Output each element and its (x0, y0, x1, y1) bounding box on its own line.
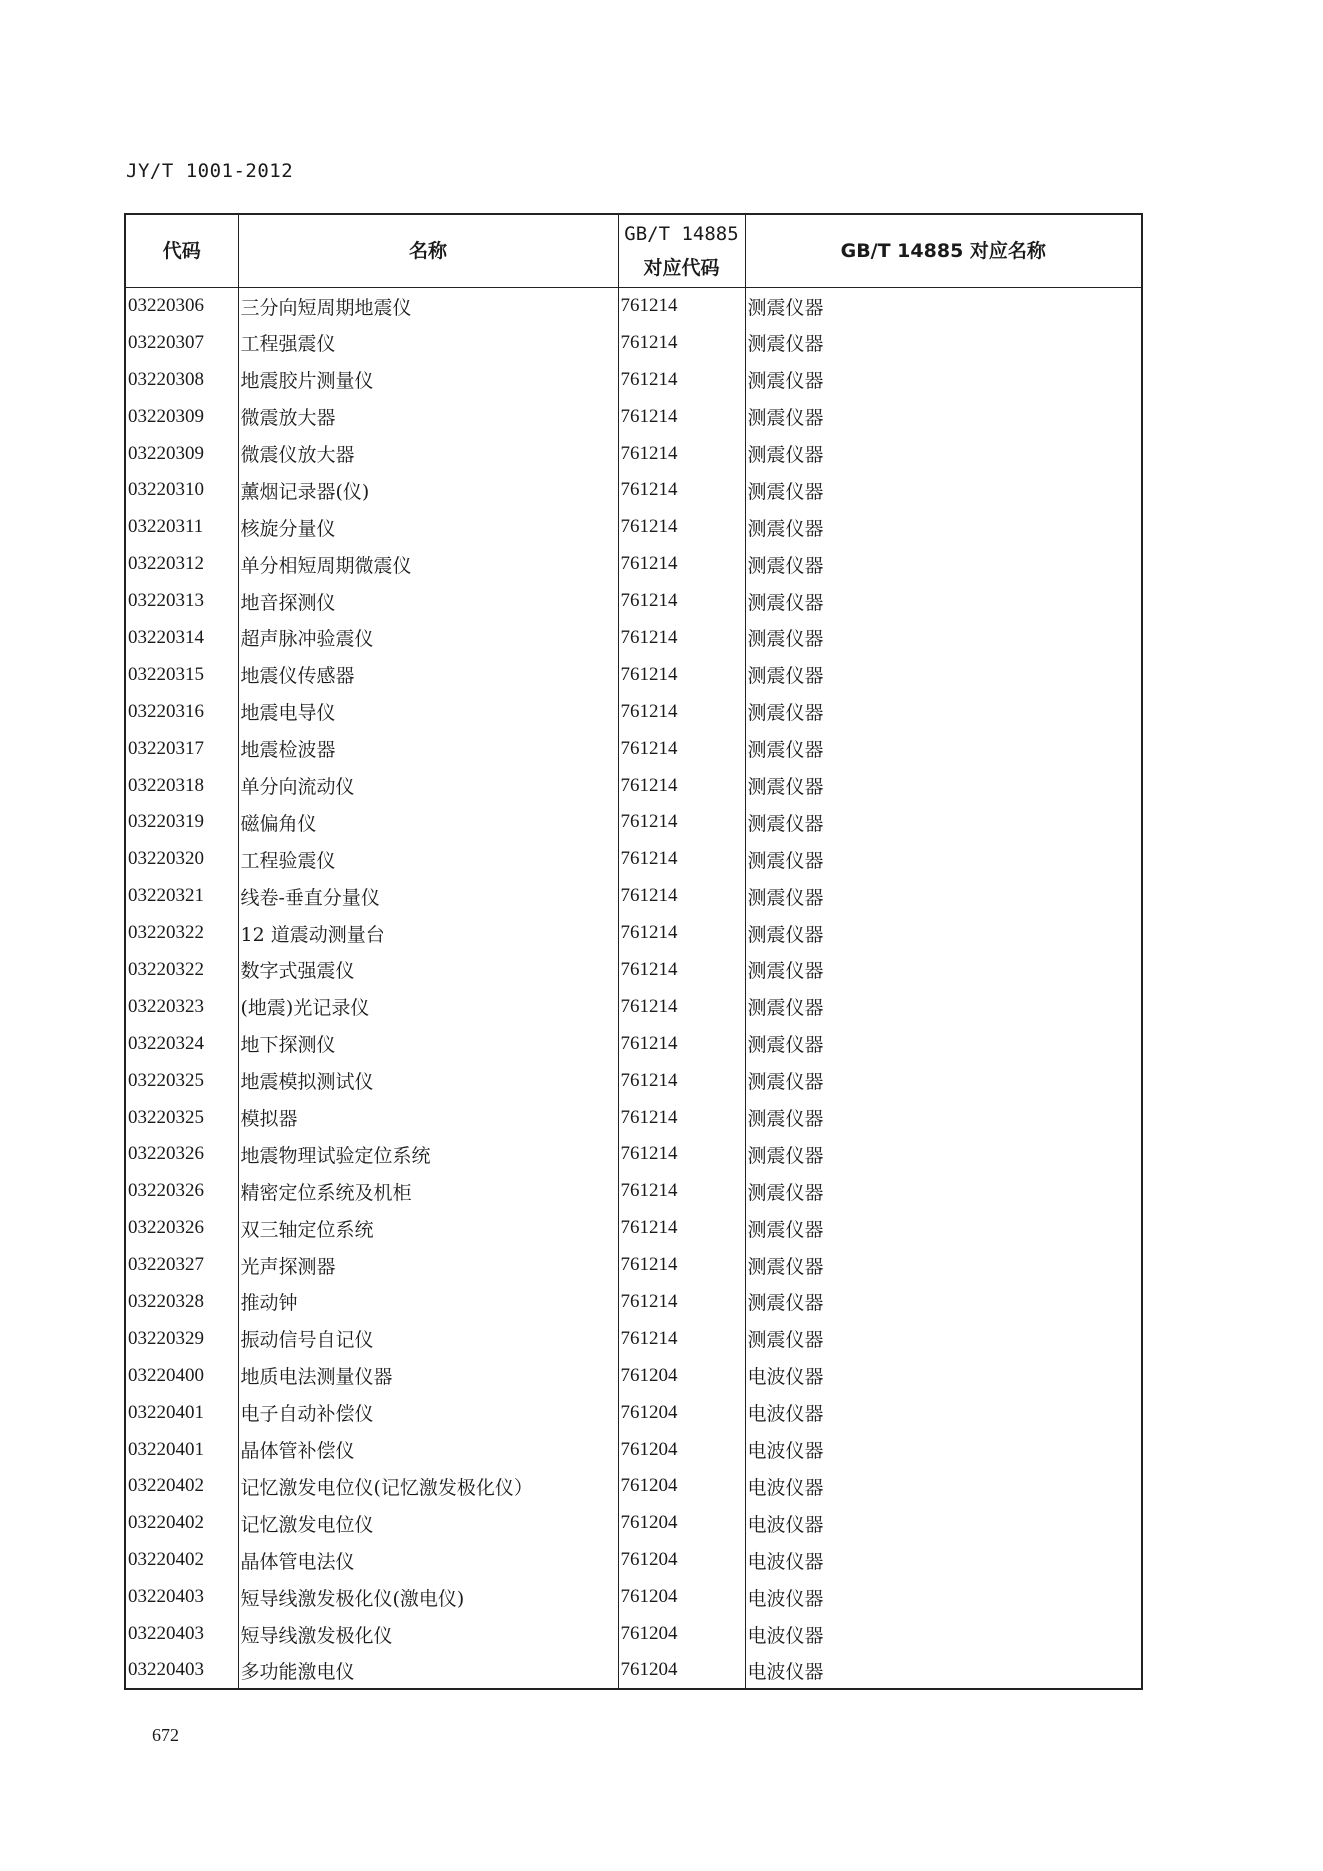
table-row (125, 730, 1142, 767)
cell-gb-name: 测震仪器 (745, 804, 1142, 841)
column-header-gb-name: GB/T 14885 对应名称 (745, 214, 1142, 288)
cell-gb-code: 761214 (618, 472, 745, 509)
cell-gb-code: 761204 (618, 1579, 745, 1616)
cell-gb-name: 测震仪器 (745, 583, 1142, 620)
cell-gb-name: 测震仪器 (745, 472, 1142, 509)
table-row (125, 1247, 1142, 1284)
table-row (125, 1284, 1142, 1321)
table-row (125, 804, 1142, 841)
table-row (125, 878, 1142, 915)
cell-gb-code: 761214 (618, 398, 745, 435)
cell-code: 03220402 (125, 1542, 238, 1579)
cell-code: 03220327 (125, 1247, 238, 1284)
cell-gb-name: 测震仪器 (745, 1247, 1142, 1284)
table-row (125, 546, 1142, 583)
gb-code-header-line1: GB/T 14885 (624, 223, 739, 245)
cell-name: 地震检波器 (238, 730, 618, 767)
cell-gb-name: 电波仪器 (745, 1394, 1142, 1431)
cell-gb-name: 测震仪器 (745, 656, 1142, 693)
cell-gb-name: 电波仪器 (745, 1505, 1142, 1542)
cell-code: 03220311 (125, 509, 238, 546)
cell-name: 微震放大器 (238, 398, 618, 435)
cell-gb-name: 测震仪器 (745, 730, 1142, 767)
cell-name: 精密定位系统及机柜 (238, 1173, 618, 1210)
cell-gb-code: 761214 (618, 1320, 745, 1357)
cell-name: 双三轴定位系统 (238, 1210, 618, 1247)
cell-name: 地震物理试验定位系统 (238, 1136, 618, 1173)
cell-gb-name: 测震仪器 (745, 398, 1142, 435)
table-row (125, 1394, 1142, 1431)
cell-gb-name: 测震仪器 (745, 1320, 1142, 1357)
table-row (125, 1025, 1142, 1062)
cell-gb-name: 电波仪器 (745, 1579, 1142, 1616)
column-header-gb-code (618, 214, 745, 288)
cell-code: 03220324 (125, 1025, 238, 1062)
cell-gb-code: 761214 (618, 1099, 745, 1136)
cell-name: 单分相短周期微震仪 (238, 546, 618, 583)
cell-gb-code: 761214 (618, 878, 745, 915)
cell-code: 03220321 (125, 878, 238, 915)
cell-gb-code: 761214 (618, 1284, 745, 1321)
cell-name: 电子自动补偿仪 (238, 1394, 618, 1431)
table-body (125, 288, 1142, 1690)
cell-code: 03220400 (125, 1357, 238, 1394)
table-row (125, 472, 1142, 509)
table-row (125, 509, 1142, 546)
cell-gb-name: 测震仪器 (745, 509, 1142, 546)
cell-gb-code: 761214 (618, 656, 745, 693)
cell-gb-code: 761204 (618, 1394, 745, 1431)
cell-name: 数字式强震仪 (238, 952, 618, 989)
cell-code: 03220326 (125, 1173, 238, 1210)
cell-gb-code: 761214 (618, 841, 745, 878)
table-row (125, 656, 1142, 693)
cell-name: 多功能激电仪 (238, 1652, 618, 1689)
cell-gb-code: 761204 (618, 1542, 745, 1579)
table-row (125, 952, 1142, 989)
table-row (125, 435, 1142, 472)
cell-name: 地震电导仪 (238, 693, 618, 730)
table-row (125, 583, 1142, 620)
table-row (125, 1210, 1142, 1247)
cell-gb-name: 测震仪器 (745, 1025, 1142, 1062)
table-row (125, 1505, 1142, 1542)
cell-name: 地下探测仪 (238, 1025, 618, 1062)
cell-gb-name: 电波仪器 (745, 1542, 1142, 1579)
cell-name: 推动钟 (238, 1284, 618, 1321)
cell-gb-name: 测震仪器 (745, 1136, 1142, 1173)
cell-gb-name: 测震仪器 (745, 1173, 1142, 1210)
cell-code: 03220325 (125, 1099, 238, 1136)
cell-gb-code: 761214 (618, 1136, 745, 1173)
cell-gb-name: 电波仪器 (745, 1616, 1142, 1653)
cell-gb-code: 761214 (618, 546, 745, 583)
cell-gb-code: 761214 (618, 509, 745, 546)
cell-code: 03220329 (125, 1320, 238, 1357)
table-row (125, 324, 1142, 361)
cell-gb-name: 测震仪器 (745, 324, 1142, 361)
cell-name: 单分向流动仪 (238, 767, 618, 804)
table-row (125, 1616, 1142, 1653)
cell-name: 核旋分量仪 (238, 509, 618, 546)
table-row (125, 1099, 1142, 1136)
cell-gb-code: 761214 (618, 1025, 745, 1062)
cell-gb-name: 电波仪器 (745, 1468, 1142, 1505)
cell-code: 03220318 (125, 767, 238, 804)
cell-name: 晶体管补偿仪 (238, 1431, 618, 1468)
cell-name: 振动信号自记仪 (238, 1320, 618, 1357)
cell-code: 03220315 (125, 656, 238, 693)
column-header-code: 代码 (125, 214, 238, 288)
cell-code: 03220314 (125, 620, 238, 657)
cell-code: 03220309 (125, 398, 238, 435)
cell-gb-name: 测震仪器 (745, 1099, 1142, 1136)
cell-name: 晶体管电法仪 (238, 1542, 618, 1579)
cell-gb-code: 761204 (618, 1357, 745, 1394)
cell-gb-name: 测震仪器 (745, 361, 1142, 398)
cell-code: 03220401 (125, 1394, 238, 1431)
table-row (125, 1320, 1142, 1357)
cell-gb-name: 电波仪器 (745, 1357, 1142, 1394)
cell-code: 03220402 (125, 1505, 238, 1542)
cell-code: 03220309 (125, 435, 238, 472)
cell-gb-code: 761214 (618, 1247, 745, 1284)
code-table (124, 213, 1143, 1690)
cell-code: 03220319 (125, 804, 238, 841)
cell-gb-name: 测震仪器 (745, 1210, 1142, 1247)
cell-code: 03220401 (125, 1431, 238, 1468)
cell-gb-code: 761214 (618, 324, 745, 361)
cell-name: 地音探测仪 (238, 583, 618, 620)
cell-name: 工程强震仪 (238, 324, 618, 361)
cell-gb-name: 测震仪器 (745, 435, 1142, 472)
cell-code: 03220317 (125, 730, 238, 767)
table-row (125, 841, 1142, 878)
cell-gb-code: 761204 (618, 1468, 745, 1505)
cell-name: 微震仪放大器 (238, 435, 618, 472)
column-header-name: 名称 (238, 214, 618, 288)
cell-code: 03220322 (125, 915, 238, 952)
cell-gb-code: 761214 (618, 693, 745, 730)
cell-code: 03220403 (125, 1652, 238, 1689)
cell-code: 03220326 (125, 1210, 238, 1247)
cell-name: 地震模拟测试仪 (238, 1062, 618, 1099)
cell-gb-code: 761214 (618, 435, 745, 472)
cell-gb-code: 761214 (618, 1062, 745, 1099)
cell-gb-name: 测震仪器 (745, 288, 1142, 325)
cell-code: 03220306 (125, 288, 238, 325)
cell-code: 03220307 (125, 324, 238, 361)
cell-gb-name: 测震仪器 (745, 952, 1142, 989)
table-row (125, 620, 1142, 657)
cell-gb-name: 测震仪器 (745, 1062, 1142, 1099)
cell-gb-name: 测震仪器 (745, 693, 1142, 730)
cell-gb-code: 761214 (618, 583, 745, 620)
cell-name: 薰烟记录器(仪) (238, 472, 618, 509)
cell-gb-name: 测震仪器 (745, 767, 1142, 804)
cell-code: 03220316 (125, 693, 238, 730)
cell-name: 超声脉冲验震仪 (238, 620, 618, 657)
cell-gb-name: 测震仪器 (745, 841, 1142, 878)
cell-name: 记忆激发电位仪(记忆激发极化仪） (238, 1468, 618, 1505)
cell-name: 工程验震仪 (238, 841, 618, 878)
cell-code: 03220326 (125, 1136, 238, 1173)
cell-code: 03220322 (125, 952, 238, 989)
cell-name: 模拟器 (238, 1099, 618, 1136)
table-row (125, 1136, 1142, 1173)
cell-name: 短导线激发极化仪 (238, 1616, 618, 1653)
cell-code: 03220312 (125, 546, 238, 583)
cell-name: 地质电法测量仪器 (238, 1357, 618, 1394)
cell-code: 03220402 (125, 1468, 238, 1505)
table-row (125, 1173, 1142, 1210)
cell-gb-name: 测震仪器 (745, 878, 1142, 915)
table-row (125, 915, 1142, 952)
table-row (125, 1357, 1142, 1394)
cell-name: (地震)光记录仪 (238, 988, 618, 1025)
cell-gb-code: 761204 (618, 1616, 745, 1653)
cell-code: 03220325 (125, 1062, 238, 1099)
table-row (125, 1431, 1142, 1468)
cell-gb-code: 761214 (618, 915, 745, 952)
cell-gb-code: 761204 (618, 1505, 745, 1542)
table-row (125, 1579, 1142, 1616)
cell-code: 03220323 (125, 988, 238, 1025)
cell-gb-code: 761214 (618, 1210, 745, 1247)
cell-gb-name: 测震仪器 (745, 1284, 1142, 1321)
table-row (125, 1652, 1142, 1689)
cell-gb-code: 761214 (618, 804, 745, 841)
gb-code-header-line2: 对应代码 (643, 257, 720, 279)
cell-name: 线卷-垂直分量仪 (238, 878, 618, 915)
cell-name: 地震仪传感器 (238, 656, 618, 693)
cell-code: 03220308 (125, 361, 238, 398)
table-row (125, 288, 1142, 325)
table-row (125, 693, 1142, 730)
table-row (125, 1062, 1142, 1099)
cell-gb-name: 测震仪器 (745, 988, 1142, 1025)
cell-gb-code: 761214 (618, 1173, 745, 1210)
cell-gb-name: 测震仪器 (745, 620, 1142, 657)
cell-name: 记忆激发电位仪 (238, 1505, 618, 1542)
cell-name: 光声探测器 (238, 1247, 618, 1284)
cell-gb-code: 761204 (618, 1652, 745, 1689)
cell-code: 03220313 (125, 583, 238, 620)
cell-code: 03220328 (125, 1284, 238, 1321)
cell-gb-code: 761214 (618, 952, 745, 989)
cell-name: 短导线激发极化仪(激电仪) (238, 1579, 618, 1616)
cell-name: 12 道震动测量台 (238, 915, 618, 952)
cell-code: 03220320 (125, 841, 238, 878)
cell-code: 03220310 (125, 472, 238, 509)
cell-name: 地震胶片测量仪 (238, 361, 618, 398)
cell-gb-name: 电波仪器 (745, 1431, 1142, 1468)
page-number: 672 (152, 1725, 179, 1745)
standard-number: JY/T 1001-2012 (126, 160, 294, 182)
table-row (125, 398, 1142, 435)
cell-gb-code: 761214 (618, 288, 745, 325)
table-row (125, 988, 1142, 1025)
table-row (125, 1542, 1142, 1579)
cell-gb-name: 测震仪器 (745, 915, 1142, 952)
cell-code: 03220403 (125, 1579, 238, 1616)
cell-gb-code: 761204 (618, 1431, 745, 1468)
cell-name: 三分向短周期地震仪 (238, 288, 618, 325)
cell-gb-code: 761214 (618, 767, 745, 804)
cell-gb-code: 761214 (618, 730, 745, 767)
table-header-row (125, 214, 1142, 288)
cell-gb-code: 761214 (618, 361, 745, 398)
table-row (125, 767, 1142, 804)
cell-gb-code: 761214 (618, 620, 745, 657)
cell-name: 磁偏角仪 (238, 804, 618, 841)
cell-code: 03220403 (125, 1616, 238, 1653)
cell-gb-name: 测震仪器 (745, 546, 1142, 583)
table-row (125, 361, 1142, 398)
table-row (125, 1468, 1142, 1505)
cell-gb-code: 761214 (618, 988, 745, 1025)
cell-gb-name: 电波仪器 (745, 1652, 1142, 1689)
